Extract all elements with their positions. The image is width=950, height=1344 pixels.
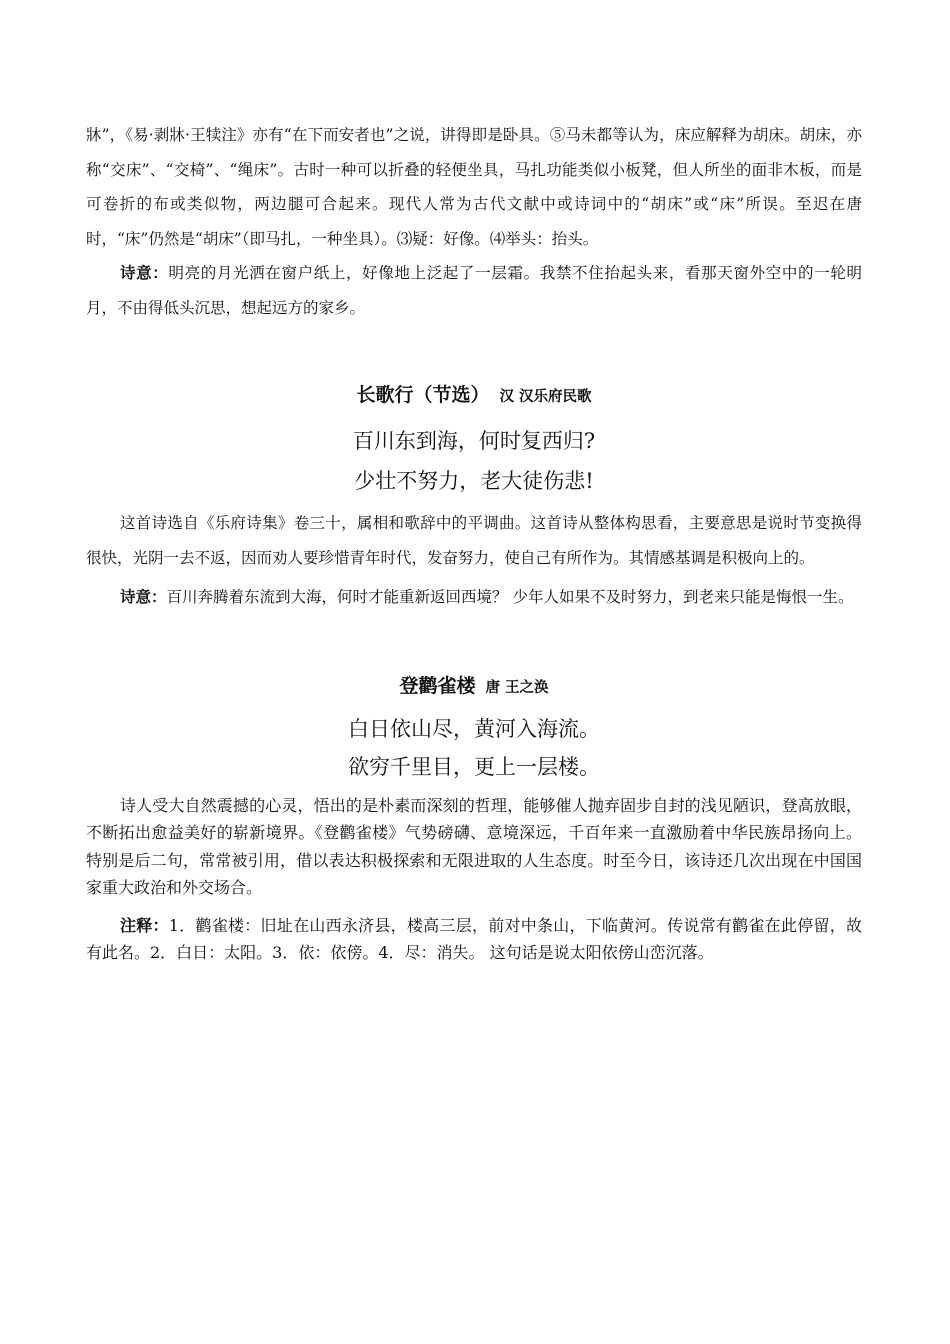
poem2-verse-line-1: 百川东到海，何时复西归? [352, 429, 596, 453]
poem3-verse-line-1: 白日依山尽，黄河入海流。 [348, 716, 600, 741]
poem1-meaning [86, 256, 862, 325]
note-continuation: 牀”，《易·剥牀·王犊注》亦有“在下而安者也”之说，讲得即是卧具。⑤马未都等认为，床应解释为胡床。胡床，亦称“交床”、“交椅”、“绳床”。古时一种可以折叠的轻便坐具，马扎功能类似小板凳，但人所坐的面非木板，而是可卷折的布或类似物，两边腿可合起来。现代人常为古代文献中或诗词中的“胡床”或“床”所误。至迟在唐时，“床”仍然是“胡床”（即马扎，一种坐具）。⑶疑：好像。⑷举头：抬头。 [86, 126, 862, 248]
poem2-title-row [86, 378, 862, 414]
poem-title: 长歌行（节选） [356, 384, 490, 406]
poem-author: 汉 汉乐府民歌 [499, 389, 592, 405]
meaning-label: 诗意： [120, 587, 167, 606]
poem3-notes [86, 912, 862, 967]
meaning-label: 诗意： [120, 263, 169, 282]
poem2-intro: 这首诗选自《乐府诗集》卷三十，属相和歌辞中的平调曲。这首诗从整体构思看，主要意思是说时节变换得很快，光阴一去不返，因而劝人要珍惜青年时代，发奋努力，使自己有所作为。其情感基调是积极向上的。 [86, 514, 862, 567]
poem2-meaning [86, 580, 862, 615]
document-page [86, 118, 862, 967]
poem3-verse-line-2: 欲穷千里目，更上一层楼。 [348, 754, 600, 779]
meaning-text: 明亮的月光洒在窗户纸上，好像地上泛起了一层霜。我禁不住抬起头来，看那天窗外空中的一轮明月，不由得低头沉思，想起远方的家乡。 [86, 264, 862, 317]
meaning-text: 百川奔腾着东流到大海，何时才能重新返回西境？ 少年人如果不及时努力，到老来只能是悔恨一生。 [166, 588, 854, 606]
notes-label: 注释： [120, 915, 169, 935]
poem3-intro: 诗人受大自然震撼的心灵，悟出的是朴素而深刻的哲理，能够催人抛弃固步自封的浅见陋识，登高放眼，不断拓出愈益美好的崭新境界。《登鹳雀楼》气势磅礴、意境深远，千百年来一直激励着中华民族昂扬向上。 特别是后二句，常常被引用，借以表达积极探索和无限进取的人生态度。时至今日，该诗还几次出现在中国国家重大政治和外交场合。 [86, 795, 862, 897]
poem2-verse-line-2: 少壮不努力，老大徒伤悲! [354, 469, 594, 493]
poem-title: 登鹳雀楼 [399, 674, 476, 697]
poem3-title-row [86, 669, 862, 705]
notes-text: 1．鹳雀楼：旧址在山西永济县，楼高三层，前对中条山，下临黄河。传说常有鹳雀在此停留，故有此名。2．白日：太阳。3．依：依傍。4．尽：消失。 这句话是说太阳依傍山峦沉落。 [86, 915, 862, 962]
poem-author: 唐 王之涣 [485, 679, 549, 696]
